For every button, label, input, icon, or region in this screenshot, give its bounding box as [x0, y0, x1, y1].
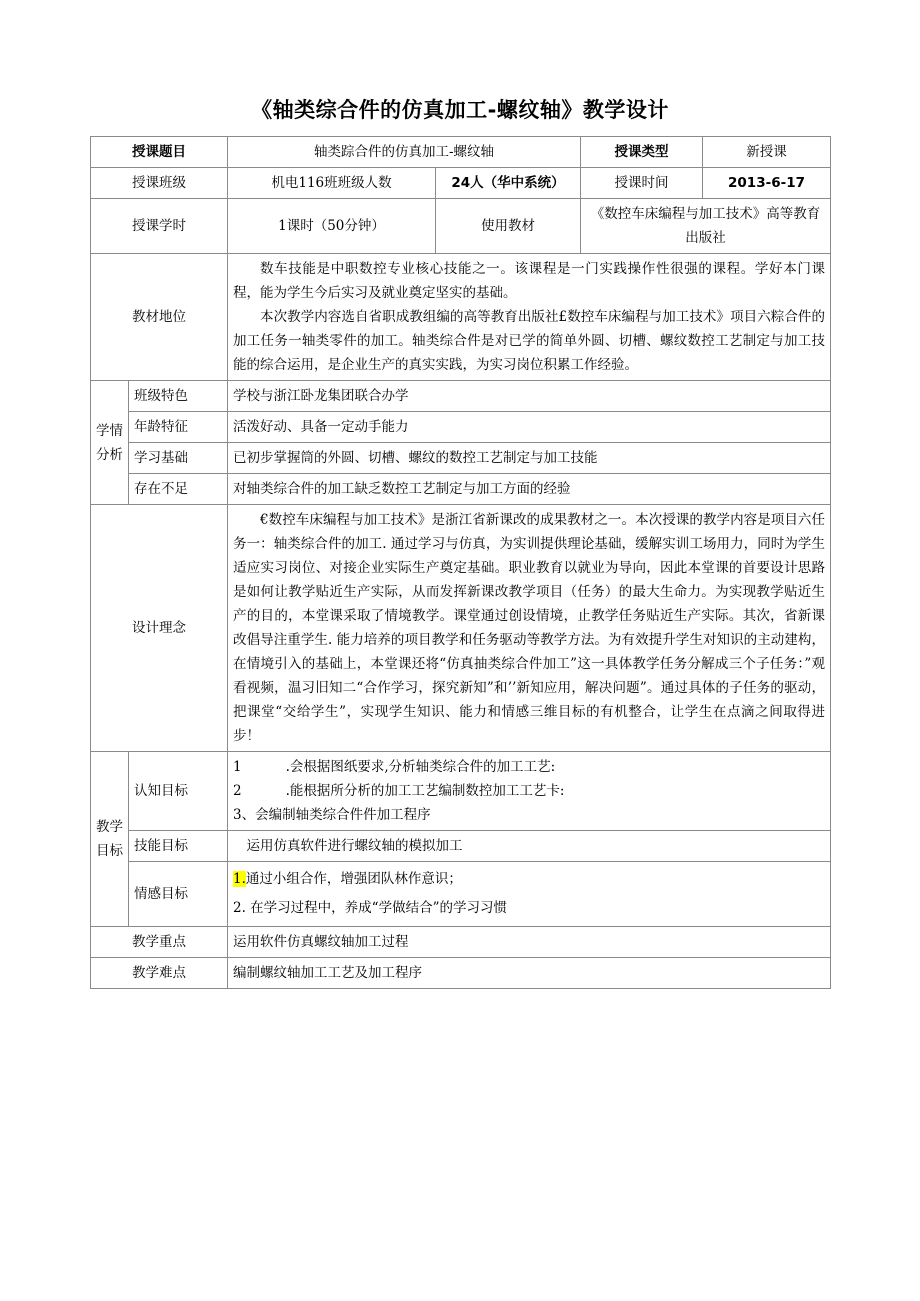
- affective-goal-line-2: 2. 在学习过程中，养成“学做结合”的学习习惯: [233, 900, 507, 916]
- label-teaching-goals: [91, 752, 129, 927]
- value-key-point: 运用软件仿真螺纹轴加工过程: [228, 927, 831, 958]
- value-skill-goal: 运用仿真软件进行螺纹轴的模拟加工: [228, 831, 831, 862]
- cognitive-goal-num-1: 1: [233, 759, 242, 775]
- cognitive-goal-line-3: [233, 803, 825, 827]
- affective-goal-line-1: [233, 865, 825, 894]
- value-affective-goal: [228, 862, 831, 927]
- sub-label-class-feature: 班级特色: [129, 381, 228, 412]
- table-row-textbook-position: [91, 254, 831, 381]
- label-hours: 授课学时: [91, 199, 228, 254]
- cognitive-goal-num-3: 3: [233, 807, 242, 823]
- value-lesson-type: 新授课: [703, 137, 831, 168]
- page-title: 《轴类综合件的仿真加工-螺纹轴》教学设计: [251, 98, 669, 122]
- sub-label-shortcoming: 存在不足: [129, 474, 228, 505]
- table-row-analysis-1: [91, 381, 831, 412]
- value-textbook-position: [228, 254, 831, 381]
- label-lesson-time: 授课时间: [581, 168, 703, 199]
- sub-label-skill-goal: 技能目标: [129, 831, 228, 862]
- label-lesson-type: 授课类型: [581, 137, 703, 168]
- label-difficult-point: 教学难点: [91, 958, 228, 989]
- value-topic: 轴类踪合件的仿真加工-螺纹轴: [228, 137, 581, 168]
- value-cognitive-goal: [228, 752, 831, 831]
- value-difficult-point: 编制螺纹轴加工工艺及加工程序: [228, 958, 831, 989]
- design-concept-paragraph: €数控车床编程与加工技术》是浙江省新课改的成果教材之一。本次授课的教学内容是项目六任务一：轴类综合件的加工. 通过学习与仿真，为实训提供理论基础，缓解实训工场用力，同时为学生适应实习岗位、对接企业实际生产奠定基础。职业教育以就业为导向，因此本堂课的首要设计思路是如何让教学贴近生产实际，从而发挥新课改教学项目（任务）的最大生命力。为实现教学贴近生产的目的，本堂课采取了情境教学。课堂通过创设情境，止教学任务贴近生产实际。其次，省新课改倡导注重学生. 能力培养的项目教学和任务驱动等教学方法。为有效提升学生对知识的主动建构，在情境引入的基础上，本堂课还将“仿真抽类综合件加工”这一具体教学任务分解成三个子任务：”观看视频，温习旧知二“合作学习，探究新知”和’’新知应用，解决问题”。通过具体的子任务的驱动，把课堂“交给学生”，实现学生知识、能力和情感三维目标的有机整合，让学生在点滴之间取得进步！: [233, 512, 825, 744]
- table-row-analysis-4: [91, 474, 831, 505]
- label-key-point: 教学重点: [91, 927, 228, 958]
- value-textbook: 《数控车床编程与加工技术》高等教育出版社: [581, 199, 831, 254]
- student-analysis-label-text: 学情分析: [96, 422, 123, 463]
- cognitive-goal-line-2: [233, 779, 825, 803]
- affective-goal-text-1: 通过小组合作，增强团队林作意识；: [245, 871, 462, 887]
- value-student-count: 24人（华中系统）: [436, 168, 581, 199]
- table-row-goal-affective: [91, 862, 831, 927]
- sub-label-age-feature: 年龄特征: [129, 412, 228, 443]
- textbook-position-paragraph-1: 数车技能是中职数控专业核心技能之一。该课程是一门实践操作性很强的课程。学好本门课程，能为学生今后实习及就业奠定坚实的基础。: [233, 261, 825, 301]
- cognitive-goal-text-1: .会根据图纸要求,分析轴类综合件的加工工艺:: [285, 759, 556, 775]
- value-shortcoming: 对轴类综合件的加工缺乏数控工艺制定与加工方面的经验: [228, 474, 831, 505]
- table-row-hours: [91, 199, 831, 254]
- label-student-analysis: [91, 381, 129, 505]
- sub-label-affective-goal: 情感目标: [129, 862, 228, 927]
- affective-goal-marker-highlight: 1.: [233, 871, 246, 887]
- table-row-design-concept: [91, 505, 831, 752]
- label-textbook-position: 教材地位: [91, 254, 228, 381]
- value-learning-base: 已初步掌握筒的外圆、切槽、螺纹的数控工艺制定与加工技能: [228, 443, 831, 474]
- value-lesson-date: 2013-6-17: [703, 168, 831, 199]
- cognitive-goal-text-3: 、会编制轴类综合件件加工程序: [241, 807, 431, 823]
- label-class: 授课班级: [91, 168, 228, 199]
- sub-label-cognitive-goal: 认知目标: [129, 752, 228, 831]
- value-class: 机电116班班级人数: [228, 168, 436, 199]
- textbook-position-paragraph-2: 本次教学内容选自省职成教组编的高等教育出版社£数控车床编程与加工技术》项目六粽合件的加工任务一轴类零件的加工。轴类综合件是对已学的简单外圆、切槽、螺纹数控工艺制定与加工技能的综合运用，是企业生产的真实实践，为实习岗位积累工作经验。: [233, 309, 825, 373]
- cognitive-goal-line-1: [233, 755, 825, 779]
- teaching-goals-label-text: 教学目标: [96, 819, 123, 859]
- label-textbook: 使用教材: [436, 199, 581, 254]
- table-row-key-point: [91, 927, 831, 958]
- cognitive-goal-num-2: 2: [233, 783, 242, 799]
- table-row-goal-skill: [91, 831, 831, 862]
- value-age-feature: 活泼好动、具备一定动手能力: [228, 412, 831, 443]
- label-design-concept: 设计理念: [91, 505, 228, 752]
- table-row-topic: [91, 137, 831, 168]
- value-hours: 1课时（50分钟）: [228, 199, 436, 254]
- value-design-concept: [228, 505, 831, 752]
- table-row-difficult-point: [91, 958, 831, 989]
- cognitive-goal-text-2: .能根据所分析的加工工艺编制数控加工工艺卡:: [285, 783, 565, 799]
- table-row-class: [91, 168, 831, 199]
- table-row-analysis-3: [91, 443, 831, 474]
- lesson-plan-table: [90, 136, 831, 989]
- label-topic: 授课题目: [91, 137, 228, 168]
- value-class-feature: 学校与浙江卧龙集团联合办学: [228, 381, 831, 412]
- table-row-goal-cognitive: [91, 752, 831, 831]
- sub-label-learning-base: 学习基础: [129, 443, 228, 474]
- table-row-analysis-2: [91, 412, 831, 443]
